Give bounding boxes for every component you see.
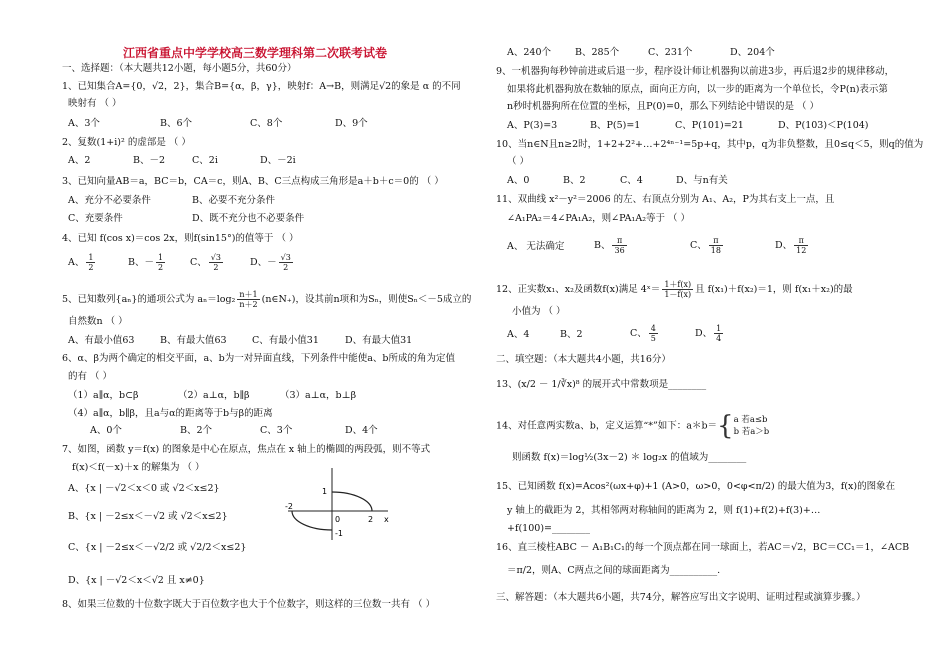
q6-condition-3: （3）a⊥α，b⊥β xyxy=(280,390,357,401)
q9-option-d: D、P(103)＜P(104) xyxy=(778,120,869,131)
q11-option-c: C、 $\frac{\pi}{18}$ xyxy=(690,236,721,255)
section-2-heading: 二、填空题：（本大题共4小题，共16分） xyxy=(496,354,671,365)
y-label-top: 1 xyxy=(322,487,328,496)
x-label-neg: -2 xyxy=(285,502,293,511)
q4-option-d: D、－ $\frac{√3}{2}$ xyxy=(250,253,291,272)
q1-option-c: C、8个 xyxy=(250,118,283,129)
lower-left-arc xyxy=(292,511,332,530)
origin-label: 0 xyxy=(335,515,341,524)
question-2: 2、复数(1+i)² 的虚部是 （ ） xyxy=(62,137,191,148)
question-11-cont: ∠A₁PA₂＝4∠PA₁A₂，则∠PA₁A₂等于 （ ） xyxy=(507,213,691,224)
q1-option-a: A、3个 xyxy=(68,118,100,129)
question-4: 4、已知 f(cos x)＝cos 2x，则f(sin15°)的值等于 （ ） xyxy=(62,233,299,244)
question-14: 14、对任意两实数a、b，定义运算“*”如下：a＊b＝{ a 若a≤b b 若a＞b xyxy=(496,411,770,441)
question-11: 11、双曲线 x²－y²＝2006 的左、右顶点分别为 A₁、A₂，P为其右支上一点，且 xyxy=(496,194,835,205)
q7-option-b: B、{x | －2≤x＜－√2 或 √2＜x≤2} xyxy=(68,511,228,522)
question-16: 16、直三棱柱ABC － A₁B₁C₁的每一个顶点都在同一球面上，若AC＝√2，BC＝CC₁＝1，∠ACB xyxy=(496,542,910,553)
q2-option-b: B、－2 xyxy=(133,155,166,166)
q7-option-a: A、{x | －√2＜x＜0 或 √2＜x≤2} xyxy=(68,483,220,494)
q2-option-d: D、－2i xyxy=(260,155,296,166)
exam-title: 江西省重点中学学校高三数学理科第二次联考试卷 xyxy=(123,46,388,60)
q9-option-a: A、P(3)=3 xyxy=(507,120,558,131)
question-15-cont-2: +f(100)=________ xyxy=(507,523,590,534)
question-3: 3、已知向量AB＝a，BC＝b，CA＝c，则A、B、C三点构成三角形是a＋b＋c＝0的 （ ） xyxy=(62,176,444,187)
q10-option-c: C、4 xyxy=(620,175,643,186)
question-10: 10、当n∈N且n≥2时，1+2+2²+…+2⁴ⁿ⁻¹=5p+q，其中p，q为非负整数，且0≤q＜5，则q的值为 xyxy=(496,139,924,150)
q9-option-c: C、P(101)=21 xyxy=(675,120,744,131)
question-9-cont-1: 如果将此机器狗放在数轴的原点，面向正方向，以一步的距离为一个单位长，令P(n)表示第 xyxy=(507,84,888,95)
q12-option-b: B、2 xyxy=(560,329,583,340)
q11-option-d: D、 $\frac{\pi}{12}$ xyxy=(775,236,807,255)
question-13: 13、(x/2 － 1/∛x)⁸ 的展开式中常数项是________ xyxy=(496,379,707,390)
q4-option-c: C、 $\frac{√3}{2}$ xyxy=(190,253,221,272)
question-6: 6、α、β为两个确定的相交平面，a、b为一对异面直线，下列条件中能使a、b所成的角为定值 xyxy=(62,353,455,364)
q5-option-a: A、有最小值63 xyxy=(68,335,135,346)
q1-option-b: B、6个 xyxy=(160,118,193,129)
q10-option-b: B、2 xyxy=(563,175,586,186)
question-6-cont: 的有 （ ） xyxy=(68,371,113,382)
q2-option-c: C、2i xyxy=(192,155,218,166)
question-14-cont: 则函数 f(x)＝log½(3x－2) ＊ log₂x 的值域为________ xyxy=(512,452,747,463)
section-3-heading: 三、解答题：（本大题共6小题，共74分，解答应写出文字说明、证明过程或演算步骤。） xyxy=(496,592,866,603)
question-12: 12、正实数x₁、x₂及函数f(x)满足 4ˣ＝ $\frac{1+f(x)}{1-f(x)}$ 且 f(x₁)＋f(x₂)＝1，则 f(x₁＋x₂)的最 xyxy=(496,280,853,299)
question-9-cont-2: n秒时机器狗所在位置的坐标，且P(0)=0，那么下列结论中错误的是 （ ） xyxy=(507,101,820,112)
q5-option-c: C、有最小值31 xyxy=(252,335,319,346)
q3-option-d: D、既不充分也不必要条件 xyxy=(192,213,305,224)
q4-option-b: B、－ $\frac{1}{2}$ xyxy=(128,253,164,272)
q6-option-b: B、2个 xyxy=(180,425,213,436)
q8-option-b: B、285个 xyxy=(575,47,620,58)
question-15: 15、已知函数 f(x)=Acos²(ωx+φ)+1 (A>0，ω>0，0<φ<π/2) 的最大值为3，f(x)的图象在 xyxy=(496,481,896,492)
question-1-cont: 映射有 （ ） xyxy=(68,98,122,109)
question-5-cont: 自然数n （ ） xyxy=(68,316,128,327)
q8-option-d: D、204个 xyxy=(730,47,775,58)
question-15-cont-1: y 轴上的截距为 2，其相邻两对称轴间的距离为 2，则 f(1)+f(2)+f(3)+… xyxy=(507,505,821,516)
q5-option-b: B、有最大值63 xyxy=(160,335,227,346)
y-label-bottom: -1 xyxy=(335,529,343,538)
q10-option-d: D、与n有关 xyxy=(676,175,728,186)
q6-option-d: D、4个 xyxy=(345,425,378,436)
question-16-cont: ＝π/2，则A、C两点之间的球面距离为__________. xyxy=(507,565,721,576)
question-1: 1、已知集合A={0，√2，2}，集合B={α，β，γ}，映射f：A→B，则满足√2的象是 α 的不同 xyxy=(62,81,461,92)
q6-condition-4: （4）a∥α，b∥β，且a与α的距离等于b与β的距离 xyxy=(68,408,273,419)
ellipse-graph xyxy=(280,462,400,542)
q6-condition-2: （2）a⊥α，b∥β xyxy=(178,390,250,401)
x-axis-label: x xyxy=(384,515,389,524)
q2-option-a: A、2 xyxy=(68,155,91,166)
q6-option-c: C、3个 xyxy=(260,425,293,436)
question-7: 7、如图，函数 y＝f(x) 的图象是中心在原点，焦点在 x 轴上的椭圆的两段弧，则不等式 xyxy=(62,444,431,455)
q7-option-d: D、{x | －√2＜x＜√2 且 x≠0} xyxy=(68,575,205,586)
q8-option-c: C、231个 xyxy=(648,47,693,58)
q6-option-a: A、0个 xyxy=(90,425,122,436)
q8-option-a: A、240个 xyxy=(507,47,551,58)
question-12-cont: 小值为 （ ） xyxy=(512,306,566,317)
q3-option-b: B、必要不充分条件 xyxy=(192,195,275,206)
x-label-pos: 2 xyxy=(368,515,374,524)
q6-condition-1: （1）a∥α，b⊂β xyxy=(68,390,139,401)
q9-option-b: B、P(5)=1 xyxy=(590,120,641,131)
question-8: 8、如果三位数的十位数字既大于百位数字也大于个位数字，则这样的三位数一共有 （ ） xyxy=(62,599,436,610)
question-5: 5、已知数列{aₙ}的通项公式为 aₙ＝log₂ $\frac{n+1}{n+2}$ (n∈N₊)，设其前n项和为Sₙ，则使Sₙ＜－5成立的 xyxy=(62,290,472,309)
q12-option-a: A、4 xyxy=(507,329,530,340)
question-10-cont: （ ） xyxy=(507,156,530,167)
q10-option-a: A、0 xyxy=(507,175,530,186)
q3-option-a: A、充分不必要条件 xyxy=(68,195,151,206)
q11-option-b: B、 $\frac{\pi}{36}$ xyxy=(594,236,625,255)
question-7-cont: f(x)＜f(－x)＋x 的解集为 （ ） xyxy=(72,462,205,473)
q12-option-c: C、 $\frac{4}{5}$ xyxy=(630,324,656,343)
question-9: 9、一机器狗每秒钟前进或后退一步，程序设计师让机器狗以前进3步，再后退2步的规律移动， xyxy=(496,66,895,77)
q11-option-a: A、 无法确定 xyxy=(507,241,565,252)
q1-option-d: D、9个 xyxy=(335,118,368,129)
section-1-heading: 一、选择题：（本大题共12小题，每小题5分，共60分） xyxy=(62,63,297,74)
q4-option-a: A、 $\frac{1}{2}$ xyxy=(68,253,94,272)
upper-right-arc xyxy=(332,492,372,511)
q5-option-d: D、有最大值31 xyxy=(345,335,413,346)
q3-option-c: C、充要条件 xyxy=(68,213,123,224)
q12-option-d: D、 $\frac{1}{4}$ xyxy=(695,324,722,343)
q7-option-c: C、{x | －2≤x＜－√2/2 或 √2/2＜x≤2} xyxy=(68,542,247,553)
